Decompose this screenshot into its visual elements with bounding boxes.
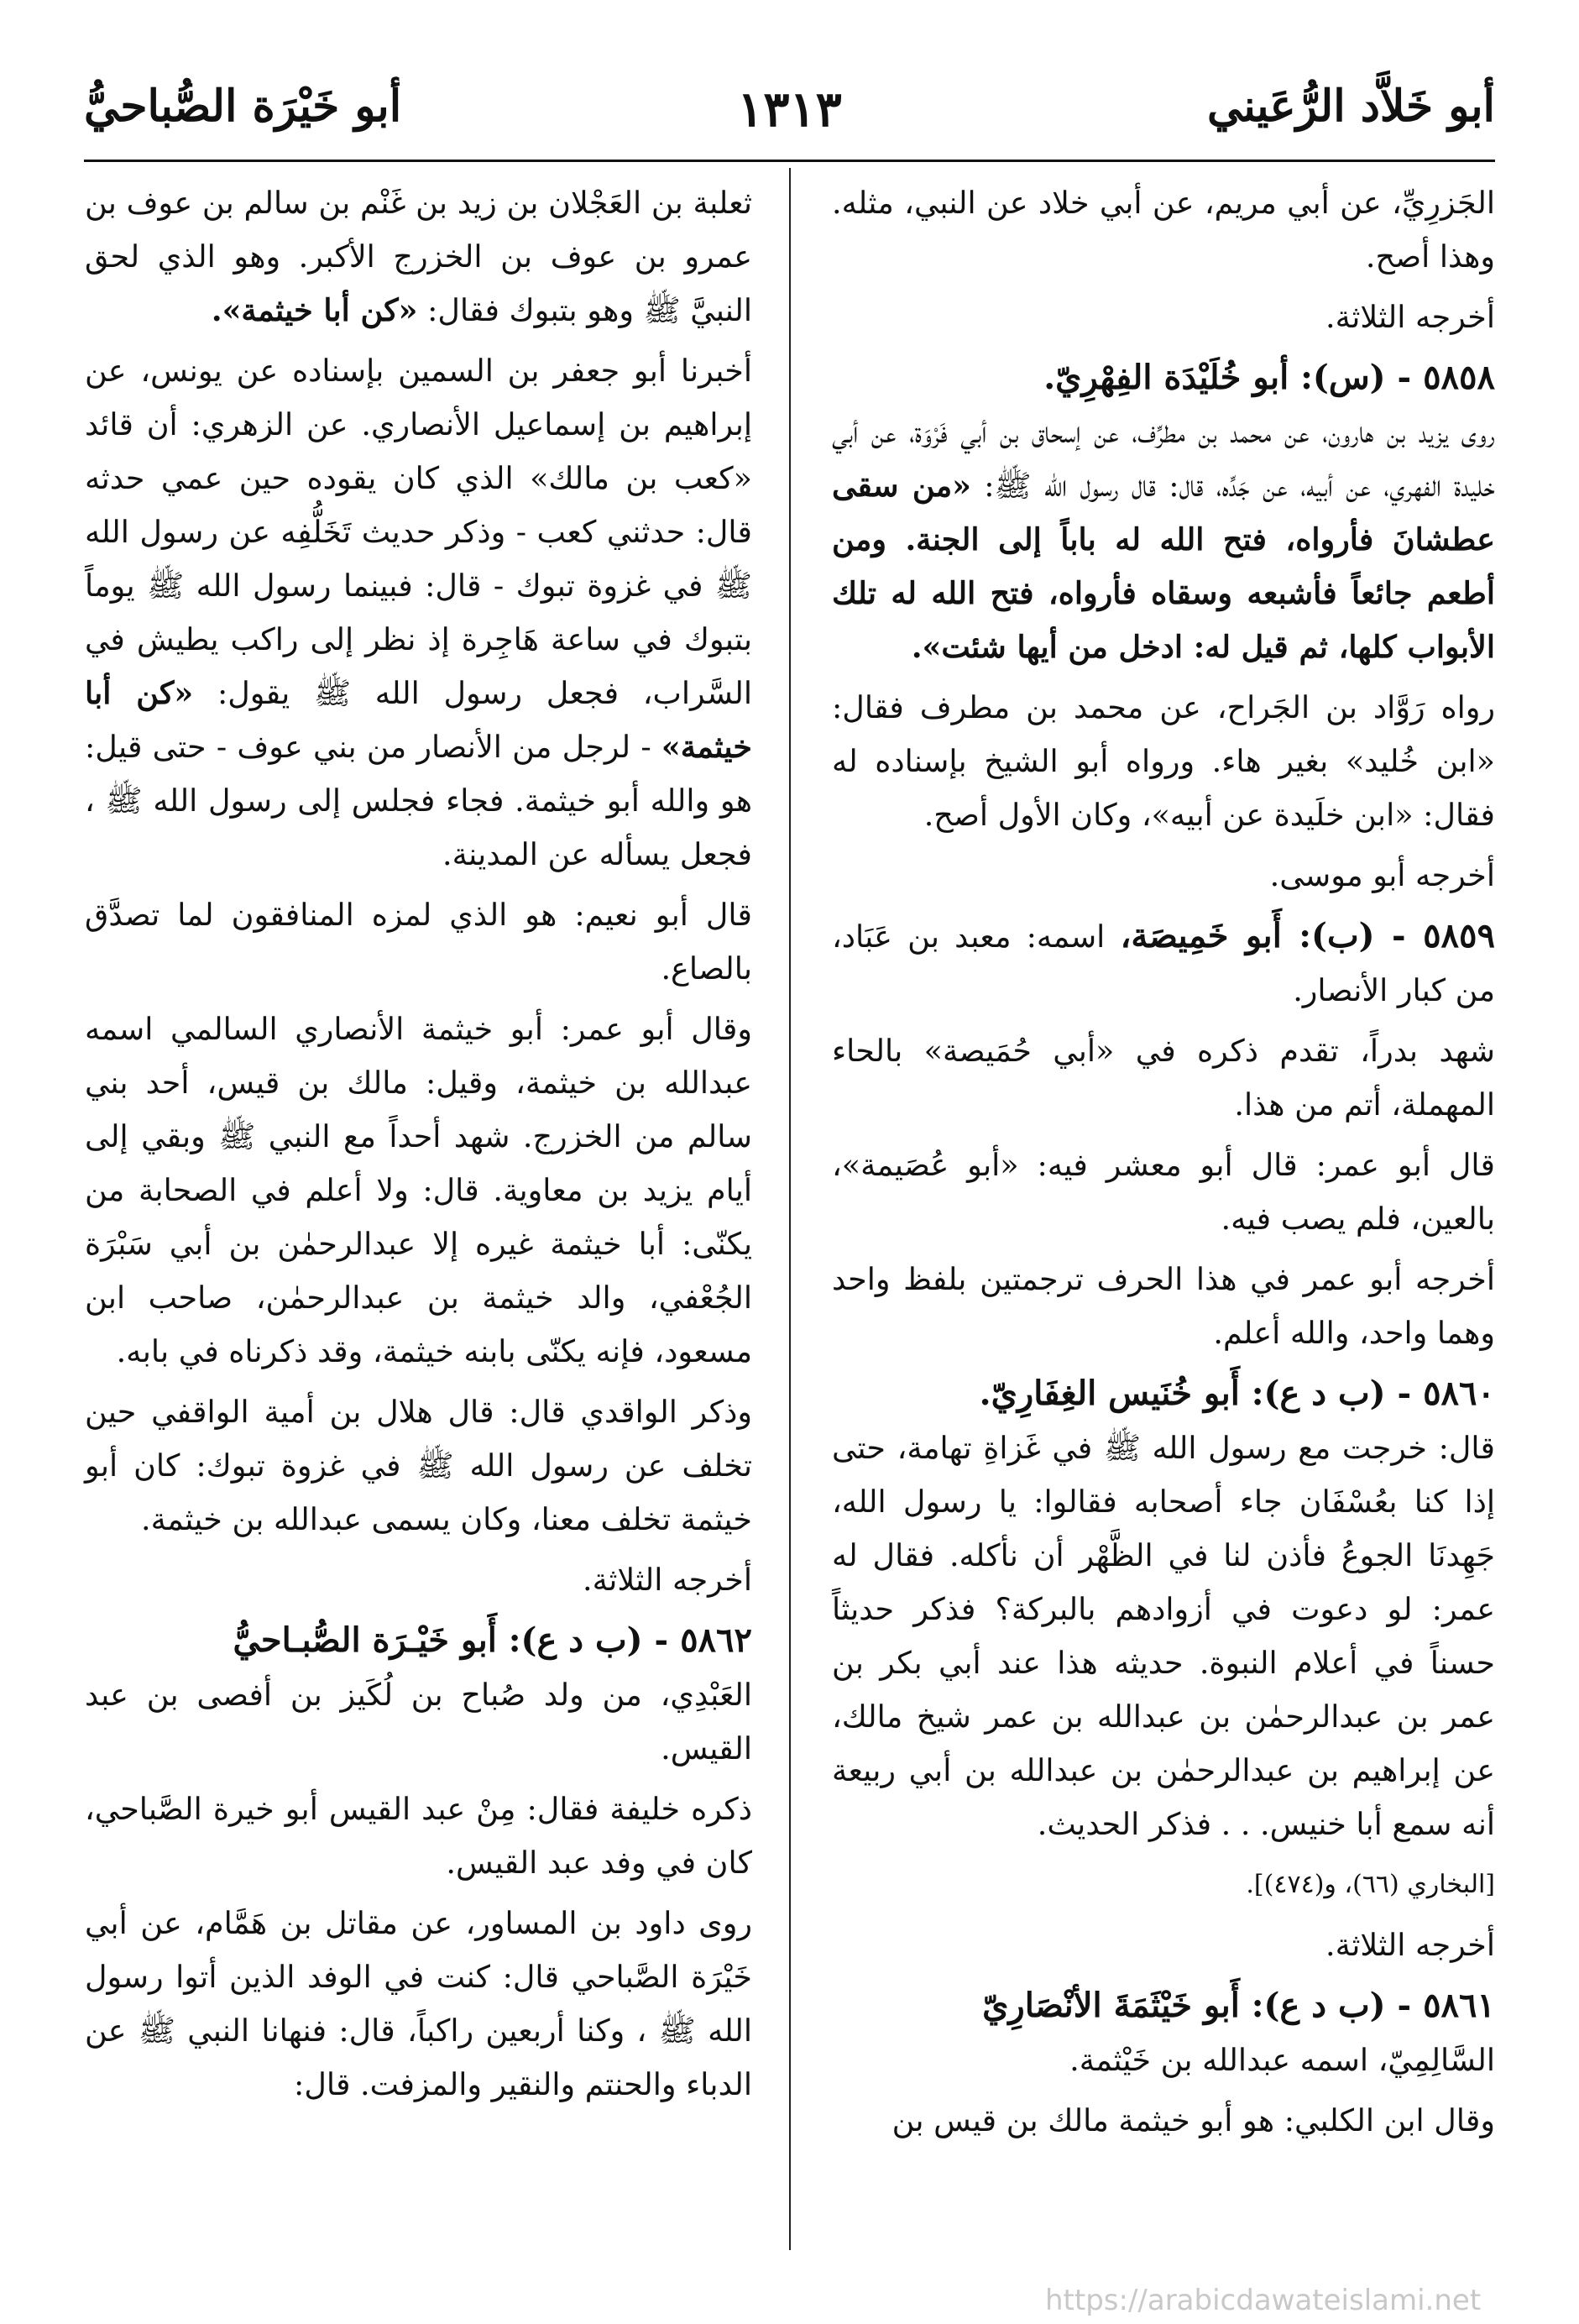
paragraph: رواه رَوَّاد بن الجَراح، عن محمد بن مطرف فقال: «ابن خُليد» بغير هاء. ورواه أبو الشيخ بإسناده له فقال: «ابن خلَيدة عن أبيه»، وكان الأول أصح. (832, 689, 1495, 833)
paragraph: أخرجه الثلاثة. (583, 1562, 752, 1598)
entry-5859: ٥٨٥٩ - (ب): أَبو خَمِيصَة، اسمه: معبد بن عَبَاد، من كبار الأنصار. (832, 916, 1495, 1008)
paragraph: قال أبو عمر: قال أبو معشر فيه: «أبو عُصَيمة»، بالعين، فلم يصب فيه. (832, 1147, 1495, 1237)
paragraph: قال أبو نعيم: هو الذي لمزه المنافقون لما تصدَّق بالصاع. (85, 897, 752, 987)
entry-heading: ٥٨٥٩ - (ب): أَبو خَمِيصَة، (1120, 916, 1495, 955)
paragraph: أخرجه أبو عمر في هذا الحرف ترجمتين بلفظ واحد وهما واحد، والله أعلم. (832, 1261, 1495, 1351)
paragraph: الجَزرِيِّ، عن أبي مريم، عن أبي خلاد عن النبي، مثله. وهذا أصح. (832, 185, 1495, 275)
entry-heading: ٥٨٦٢ - (ب د ع): أَبو خَيْـرَة الصُّبـاحيُّ (233, 1620, 752, 1660)
reference: [البخاري (٦٦)، و(٤٧٤)]. (1246, 1870, 1495, 1899)
hadith-quote: «كن أبا خيثمة» (85, 675, 752, 765)
paragraph: وذكر الواقدي قال: قال هلال بن أمية الواقفي حين تخلف عن رسول الله ﷺ في غزوة تبوك: كان أبو خيثمة تخلف معنا، وكان يسمى عبدالله بن خيثمة. (85, 1394, 752, 1537)
paragraph: روى داود بن المساور، عن مقاتل بن هَمَّام، عن أبي خَيْرَة الصَّباحي قال: كنت في الوفد الذين أتوا رسول الله ﷺ ، وكنا أربعين راكباً، قال: فنهانا النبي ﷺ عن الدباء والحنتم والنقير والمزفت. قال: (85, 1905, 752, 2102)
running-title-left: أبو خَيْرَة الصُّباحيُّ (84, 81, 402, 132)
hadith-quote: «من سقى عطشانَ فأرواه، فتح الله له باباً إلى الجنة. ومن أطعم جائعاً فأشبعه وسقاه فأرواه، فتح الله له تلك الأبواب كلها، ثم قيل له: ادخل من أيها شئت». (832, 468, 1495, 665)
column-divider (789, 168, 791, 2250)
paragraph: أخرجه أبو موسى. (1269, 857, 1495, 893)
entry-heading: ٥٨٥٨ - (س): أبو خُلَيْدَة الفِهْرِيّ. (1043, 358, 1495, 397)
entry-5860: ٥٨٦٠ - (ب د ع): أَبو خُنَيس الغِفَارِيّ. قال: خرجت مع رسول الله ﷺ في غَزاةِ تهامة، حتى إذا كنا بعُسْفَان جاء أصحابه فقالوا: يا رسول الله، جَهِدنَا الجوعُ فأذن لنا في الظَّهْر أن نأكله. فقال له عمر: لو دعوت في أزوادهم بالبركة؟ فذكر حديثاً حسناً في أعلام النبوة. حديثه هذا عند أبي بكر بن عمر بن عبدالرحمٰن بن عبدالله بن عمر شيخ مالك، عن إبراهيم بن عبدالرحمٰن بن عبدالله بن أبي ربيعة أنه سمع أبا خنيس. . . فذكر الحديث. (832, 1374, 1495, 1842)
header-rule (84, 160, 1495, 162)
paragraph: ذكره خليفة فقال: مِنْ عبد القيس أبو خيرة الصَّباحي، كان في وفد عبد القيس. (85, 1791, 752, 1881)
left-column (85, 176, 752, 2248)
paragraph: وقال ابن الكلبي: هو أبو خيثمة مالك بن قيس بن (891, 2102, 1495, 2138)
running-title-right: أبو خَلاَّد الرُّعَيني (1206, 81, 1495, 132)
entry-heading: ٥٨٦١ - (ب د ع): أَبو خَيْثَمَةَ الأنْصَارِيّ (982, 1986, 1495, 2025)
paragraph: أخرجه الثلاثة. (1325, 299, 1495, 335)
entry-5862: ٥٨٦٢ - (ب د ع): أَبو خَيْـرَة الصُّبـاحيُّ العَبْدِي، من ولد صُباح بن لُكَيز بن أفصى بن عبد القيس. (85, 1620, 752, 1767)
page-header (84, 74, 1495, 149)
entry-5858: ٥٨٥٨ - (س): أبو خُلَيْدَة الفِهْرِيّ. روى يزيد بن هارون، عن محمد بن مطرِّف، عن إسحاق بن أبي فَرْوَة، عن أبي خليدة الفهري، عن أبيه، عن جَدِّه، قال: قال رسول الله ﷺ: «من سقى عطشانَ فأرواه، فتح الله له باباً إلى الجنة. ومن أطعم جائعاً فأشبعه وسقاه فأرواه، فتح الله له تلك الأبواب كلها، ثم قيل له: ادخل من أيها شئت». (832, 358, 1495, 665)
hadith-quote: «كن أبا خيثمة». (211, 292, 418, 328)
paragraph: شهد بدراً، تقدم ذكره في «أبي حُمَيصة» بالحاء المهملة، أتم من هذا. (832, 1033, 1495, 1123)
paragraph: وقال أبو عمر: أبو خيثمة الأنصاري السالمي اسمه عبدالله بن خيثمة، وقيل: مالك بن قيس، أحد بني سالم من الخزرج. شهد أحداً مع النبي ﷺ وبقي إلى أيام يزيد بن معاوية. قال: ولا أعلم في الصحابة من يكنّى: أبا خيثمة غيره إلا عبدالرحمٰن بن أبي سَبْرَة الجُعْفي، والد خيثمة بن عبدالرحمٰن، صاحب ابن مسعود، فإنه يكنّى بابنه خيثمة، وقد ذكرناه في بابه. (85, 1011, 752, 1369)
watermark-url: https://arabicdawateislami.net (1045, 2284, 1482, 2317)
entry-5861: ٥٨٦١ - (ب د ع): أَبو خَيْثَمَةَ الأنْصَارِيّ السَّالِمِيّ، اسمه عبدالله بن خَيْثمة. (982, 1986, 1495, 2078)
entry-heading: ٥٨٦٠ - (ب د ع): أَبو خُنَيس الغِفَارِيّ. (979, 1374, 1495, 1413)
right-column (832, 176, 1495, 2248)
paragraph: أخبرنا أبو جعفر بن السمين بإسناده عن يونس، عن إبراهيم بن إسماعيل الأنصاري. عن الزهري: أن قائد «كعب بن مالك» الذي كان يقوده حين عمي حدثه قال: حدثني كعب - وذكر حديث تَخَلُّفِه عن رسول الله ﷺ في غزوة تبوك - قال: فبينما رسول الله ﷺ يوماً بتبوك في ساعة هَاجِرة إذ نظر إلى راكب يطيش في السَّراب، فجعل رسول الله ﷺ يقول: «كن أبا خيثمة» - لرجل من الأنصار من بني عوف - حتى قيل: هو والله أبو خيثمة. فجاء فجلس إلى رسول الله ﷺ ، فجعل يسأله عن المدينة. (85, 353, 752, 872)
paragraph: أخرجه الثلاثة. (1325, 1927, 1495, 1963)
page-number: ١٣١٣ (737, 81, 842, 138)
paragraph: ثعلبة بن العَجْلان بن زيد بن غَنْم بن سالم بن عوف بن عمرو بن عوف بن الخزرج الأكبر. وهو الذي لحق النبيَّ ﷺ وهو بتبوك فقال: «كن أبا خيثمة». (85, 185, 752, 328)
